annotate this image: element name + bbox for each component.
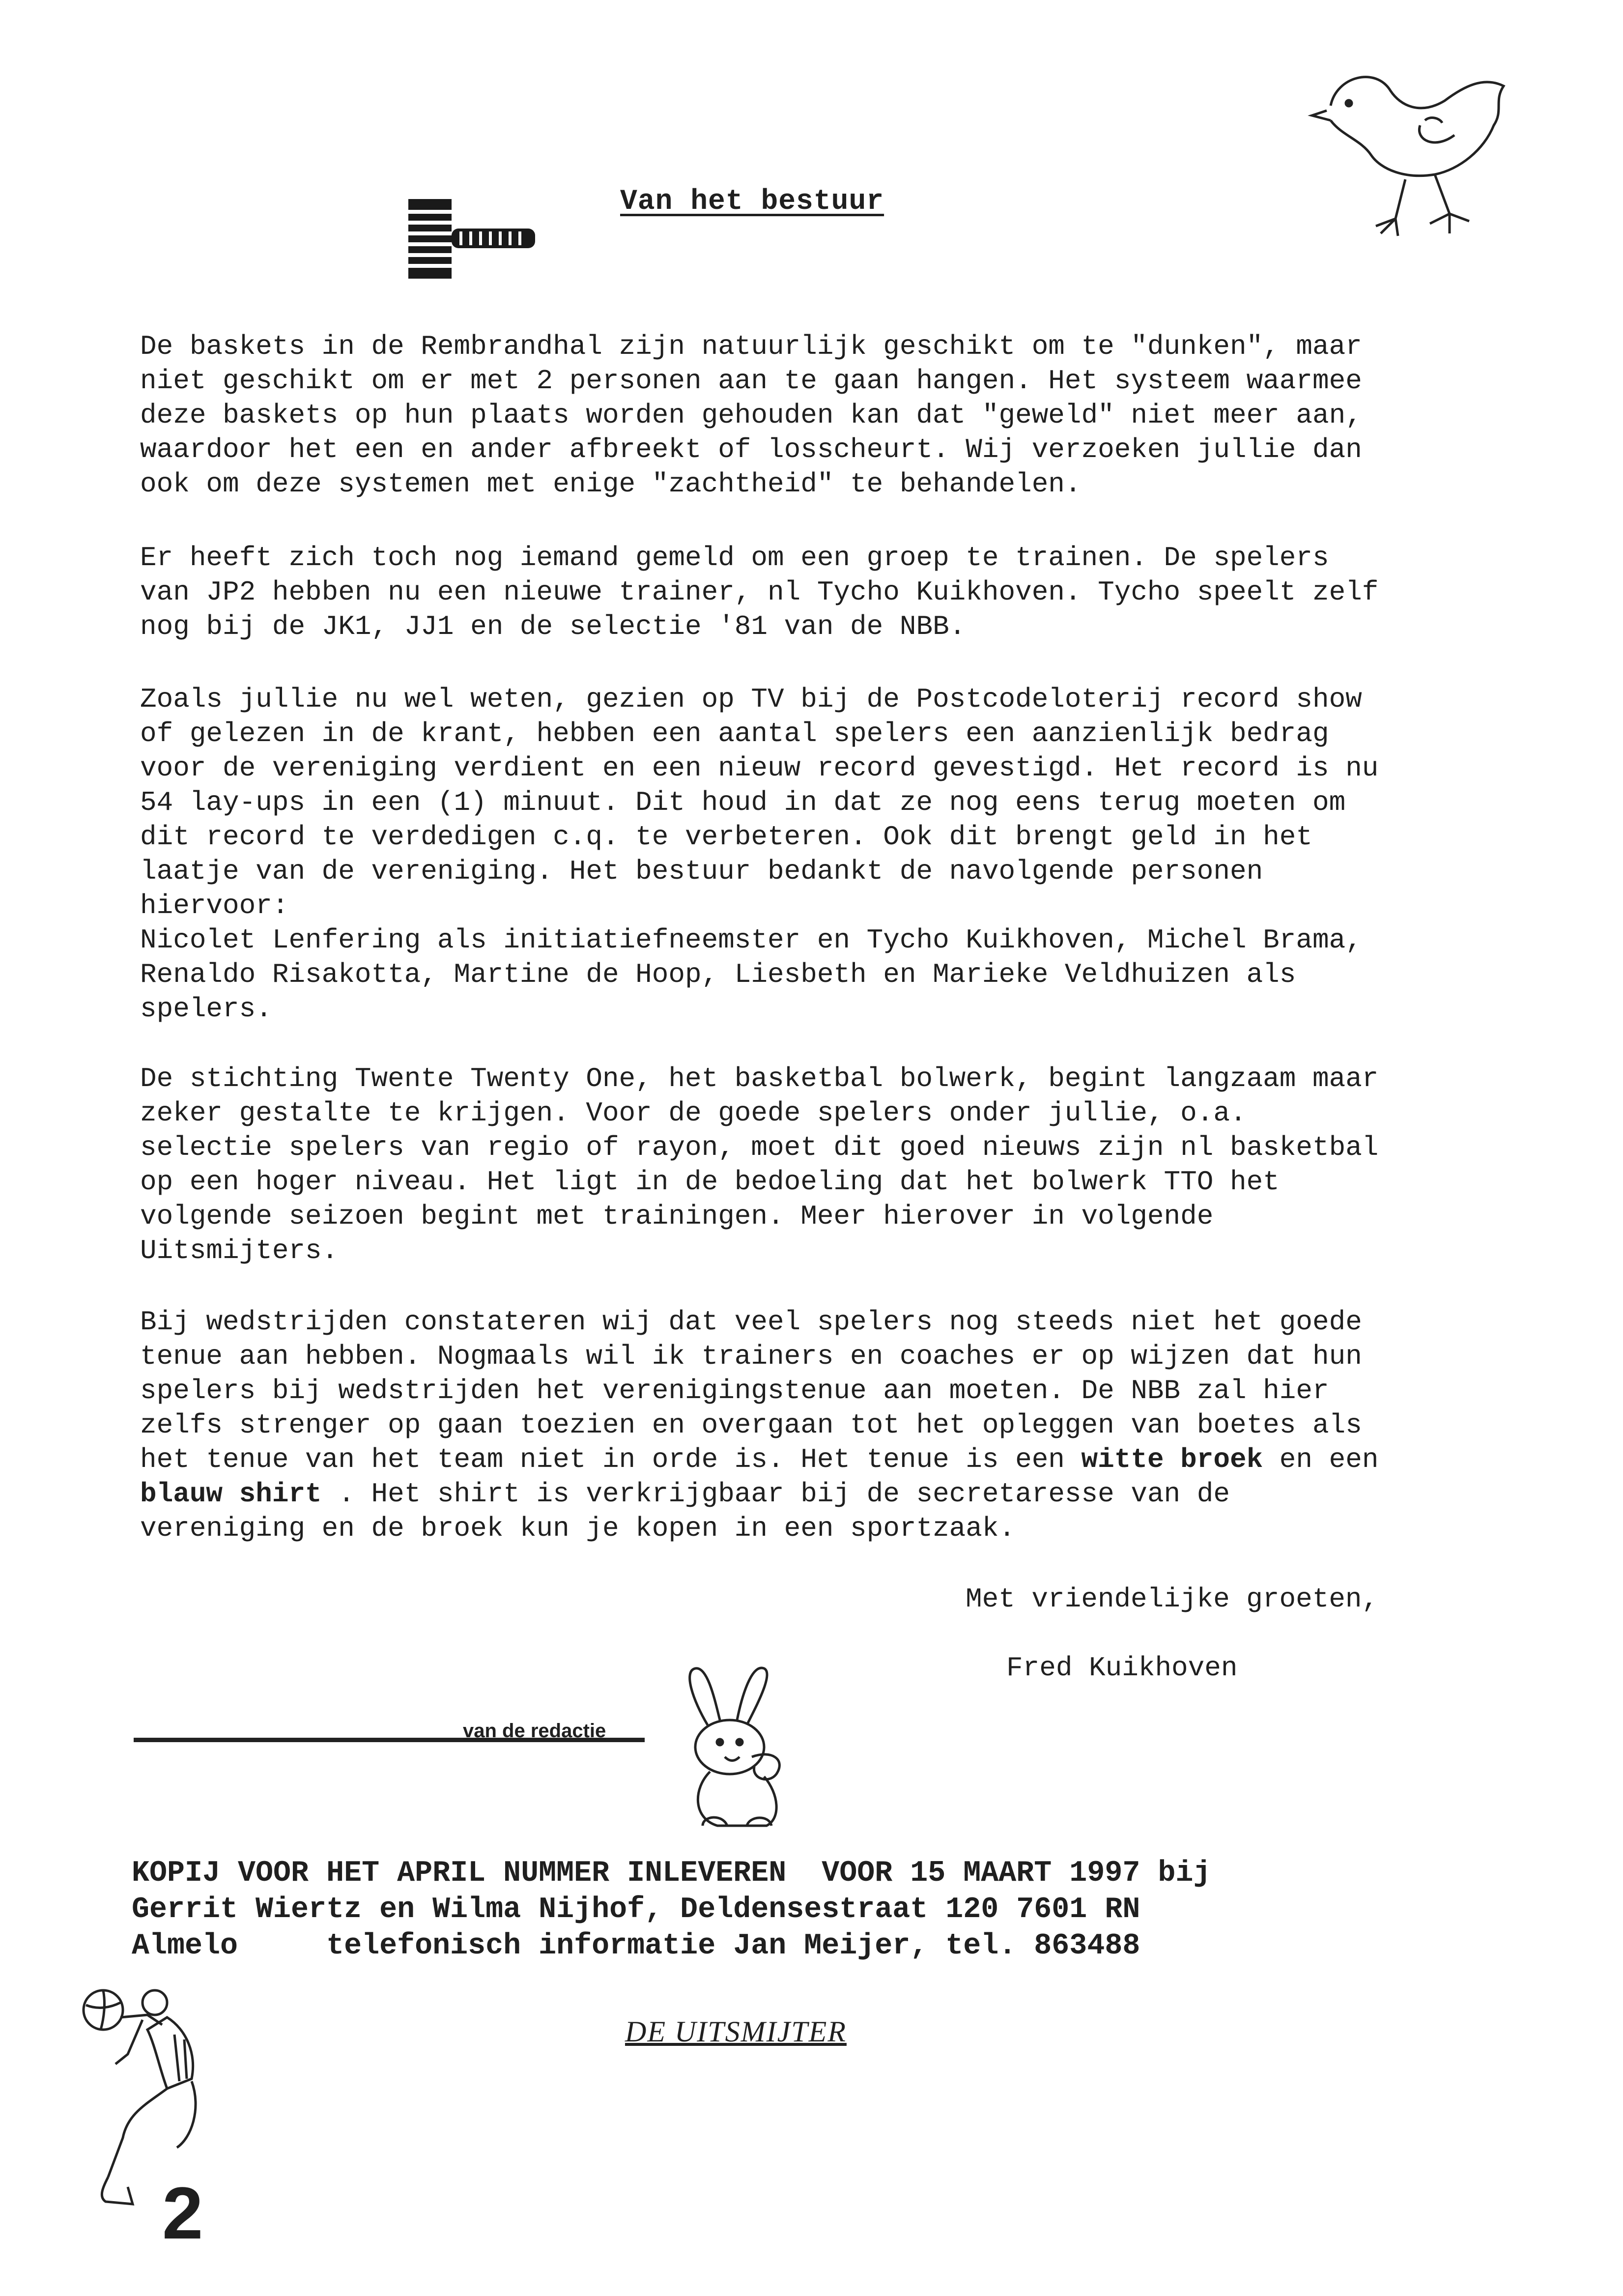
paragraph-baskets [140,329,1398,501]
chick-icon [1307,57,1513,248]
gavel-icon [405,199,543,287]
text-line: voor de vereniging verdient en een nieuw record gevestigd. Het record is nu [140,752,1379,784]
text-line: spelers. [140,993,272,1025]
text-line: of gelezen in de krant, hebben een aantal spelers een aanzienlijk bedrag [140,718,1329,749]
text-run: het tenue van het team niet in orde is. Het tenue is een [140,1444,1082,1475]
text-line: Nicolet Lenfering als initiatiefneemster en Tycho Kuikhoven, Michel Brama, [140,924,1362,956]
text-run: . Het shirt is verkrijgbaar bij de secretaresse van de [321,1478,1230,1510]
text-line: waardoor het een en ander afbreekt of losscheurt. Wij verzoeken jullie dan [140,434,1362,465]
text-line: vereniging en de broek kun je kopen in een sportzaak. [140,1513,1016,1544]
text-line: tenue aan hebben. Nogmaals wil ik trainers en coaches er op wijzen dat hun [140,1341,1362,1372]
paragraph-record [140,682,1398,1026]
text-line: niet geschikt om er met 2 personen aan te gaan hangen. Het systeem waarmee [140,365,1362,397]
page-number: 2 [162,2172,203,2254]
text-line [140,1477,1398,1511]
text-line: spelers bij wedstrijden het verenigingstenue aan moeten. De NBB zal hier [140,1375,1329,1406]
kopij-notice [132,1855,1409,1964]
text-line: De stichting Twente Twenty One, het basketbal bolwerk, begint langzaam maar [140,1063,1379,1094]
bunny-icon [673,1661,811,1833]
section-label: van de redactie [463,1720,606,1742]
text-line [140,1442,1398,1477]
paragraph-stichting [140,1062,1398,1268]
text-line: volgende seizoen begint met trainingen. Meer hierover in volgende [140,1201,1214,1232]
signature: Fred Kuikhoven [1006,1652,1238,1684]
text-run: en een [1263,1444,1379,1475]
emphasis-text: blauw shirt [140,1478,322,1510]
text-line: zeker gestalte te krijgen. Voor de goede spelers onder jullie, o.a. [140,1097,1247,1129]
text-line: Renaldo Risakotta, Martine de Hoop, Liesbeth en Marieke Veldhuizen als [140,959,1296,990]
text-line: Er heeft zich toch nog iemand gemeld om een groep te trainen. De spelers [140,542,1329,574]
text-line: laatje van de vereniging. Het bestuur bedankt de navolgende personen [140,856,1263,887]
text-line: dit record te verdedigen c.q. te verbeteren. Ook dit brengt geld in het [140,821,1312,853]
text-line: ook om deze systemen met enige "zachtheid" te behandelen. [140,468,1082,500]
paragraph-tenue [140,1305,1398,1546]
text-line: selectie spelers van regio of rayon, moet dit goed nieuws zijn nl basketbal [140,1132,1379,1163]
magazine-name: DE UITSMIJTER [625,2015,847,2048]
text-line: Uitsmijters. [140,1235,339,1266]
text-line: 54 lay-ups in een (1) minuut. Dit houd in dat ze nog eens terug moeten om [140,787,1346,818]
page-title: Van het bestuur [620,186,884,218]
emphasis-text: witte broek [1081,1444,1263,1475]
text-line: KOPIJ VOOR HET APRIL NUMMER INLEVEREN VOOR 15 MAART 1997 bij [132,1857,1211,1890]
text-line: De baskets in de Rembrandhal zijn natuurlijk geschikt om te "dunken", maar [140,331,1362,362]
text-line: Zoals jullie nu wel weten, gezien op TV bij de Postcodeloterij record show [140,684,1362,715]
text-line: nog bij de JK1, JJ1 en de selectie '81 van de NBB. [140,611,966,642]
paragraph-trainer [140,541,1398,644]
text-line: deze baskets op hun plaats worden gehouden kan dat "geweld" niet meer aan, [140,400,1362,431]
text-line: Almelo telefonisch informatie Jan Meijer, tel. 863488 [132,1929,1140,1963]
text-line: hiervoor: [140,890,289,921]
text-line: op een hoger niveau. Het ligt in de bedoeling dat het bolwerk TTO het [140,1166,1280,1198]
text-line: Gerrit Wiertz en Wilma Nijhof, Deldensestraat 120 7601 RN [132,1893,1140,1926]
closing-greeting: Met vriendelijke groeten, [966,1583,1379,1615]
text-line: zelfs strenger op gaan toezien en overgaan tot het opleggen van boetes als [140,1409,1362,1441]
text-line: van JP2 hebben nu een nieuwe trainer, nl Tycho Kuikhoven. Tycho speelt zelf [140,576,1379,608]
text-line: Bij wedstrijden constateren wij dat veel spelers nog steeds niet het goede [140,1306,1362,1338]
